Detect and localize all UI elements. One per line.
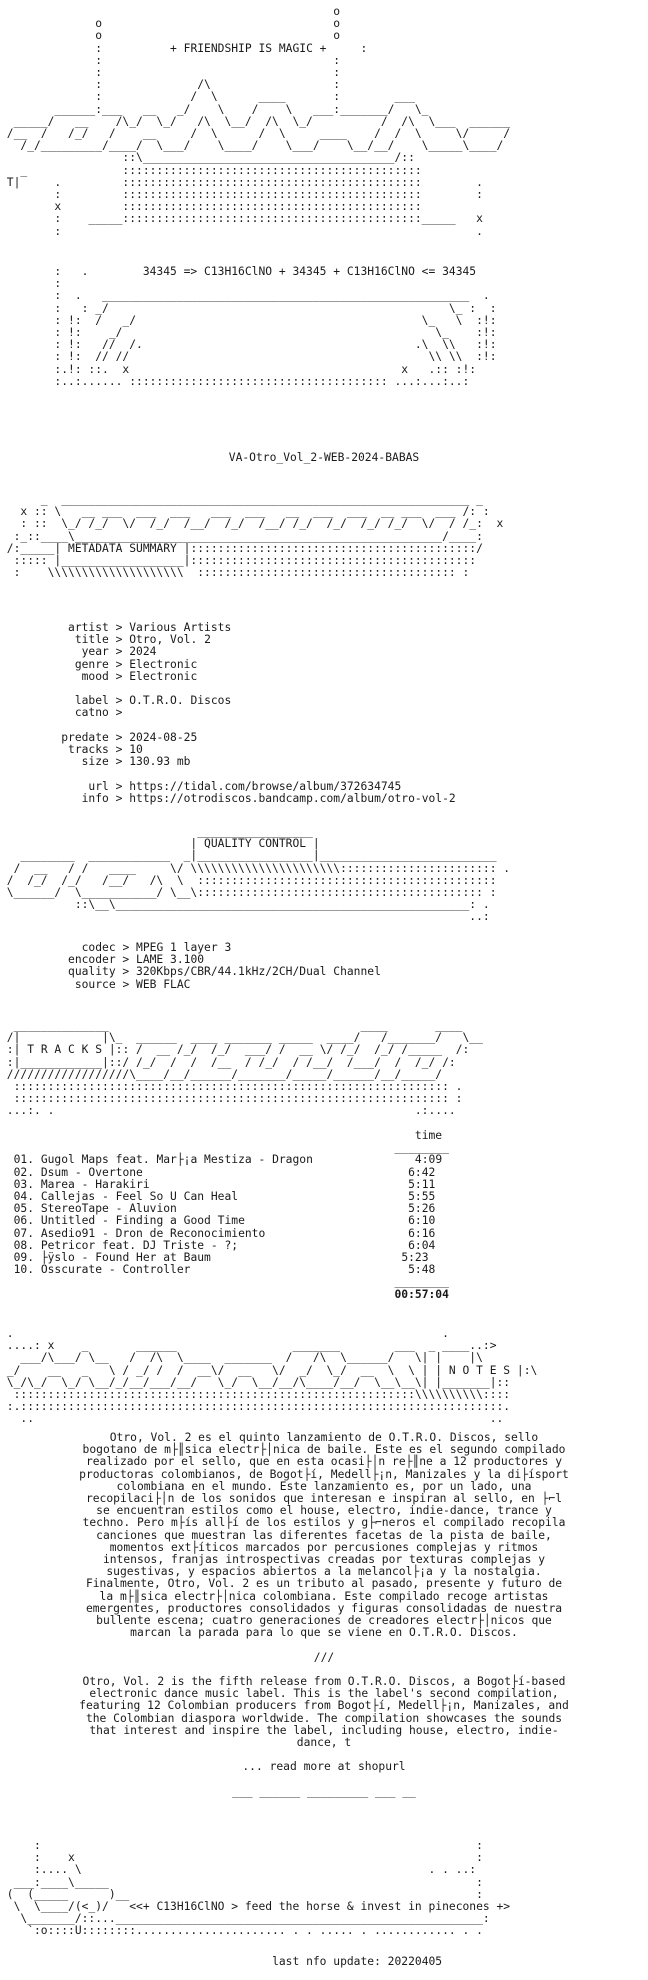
formula-text: 34345 => C13H16ClNO + 34345 + C13H16ClNO <= 34345 bbox=[142, 265, 477, 278]
track-time: 5:55 bbox=[408, 1190, 436, 1204]
quality-banner-art: _________________ | QUALITY CONTROL | ________ ____________ _|_________________|__________________________ / __ / / ____ \/ \\\\\\\\\\\\\\\\\\\\\\::::::::::::::::::::::: . / /_/ /_/ /__/ /\ \ :::::::::::::::::::::::::::::::::::::::::::: \______/ \___________/ \__\:::::::::::::::::::::::::::::::::::::::::: : ::\__\____________________________________________________: . ..: bbox=[6, 825, 511, 924]
meta-value: https://otrodiscos.bandcamp.com/album/otro-vol-2 bbox=[129, 791, 456, 805]
track-time: 4:09 bbox=[414, 1153, 443, 1167]
track-num: 07. bbox=[13, 1226, 35, 1240]
track-title: Untitled - Finding a Good Time bbox=[40, 1214, 245, 1228]
track-num: 09. bbox=[13, 1251, 35, 1265]
meta-key: year bbox=[81, 645, 109, 659]
track-title: Gugol Maps feat. Mar├¡a Mestiza - Dragon bbox=[40, 1153, 313, 1167]
track-num: 06. bbox=[13, 1214, 35, 1228]
meta-value: 2024-08-25 bbox=[129, 730, 198, 744]
track-time: 5:26 bbox=[408, 1202, 436, 1216]
quality-value: 320Kbps/CBR/44.1kHz/2CH/Dual Channel bbox=[136, 965, 381, 979]
footer-art bbox=[0, 1840, 648, 1938]
quality-section bbox=[0, 942, 648, 991]
track-num: 03. bbox=[13, 1177, 35, 1191]
track-time: 5:23 bbox=[401, 1251, 429, 1265]
metadata-banner bbox=[0, 494, 648, 579]
track-num: 10. bbox=[13, 1263, 35, 1277]
meta-key: mood bbox=[81, 669, 109, 683]
release-name: VA-Otro_Vol_2-WEB-2024-BABAS bbox=[228, 451, 420, 464]
track-num: 01. bbox=[13, 1153, 35, 1167]
meta-value: 2024 bbox=[129, 645, 157, 659]
meta-value: https://tidal.com/browse/album/372634745 bbox=[129, 779, 402, 793]
track-title: Petricor feat. DJ Triste - ?; bbox=[40, 1238, 239, 1252]
track-num: 08. bbox=[13, 1238, 35, 1252]
meta-key: catno bbox=[74, 706, 109, 720]
metadata-section bbox=[0, 622, 648, 805]
track-title: ├ÿslo - Found Her at Baum bbox=[40, 1251, 211, 1265]
quality-key: quality bbox=[68, 965, 116, 979]
tracks-title: T R A C K S bbox=[27, 1043, 103, 1057]
tracklist-section bbox=[0, 1130, 648, 1301]
meta-key: title bbox=[74, 633, 109, 647]
track-title: Asedio91 - Dron de Reconocimiento bbox=[40, 1226, 266, 1240]
track-time: 6:16 bbox=[408, 1226, 436, 1240]
meta-value: O.T.R.O. Discos bbox=[129, 694, 232, 708]
meta-value: Otro, Vol. 2 bbox=[129, 633, 211, 647]
track-title: Callejas - Feel So U Can Heal bbox=[40, 1190, 239, 1204]
total-time: 00:57:04 bbox=[394, 1287, 449, 1301]
meta-key: size bbox=[81, 755, 109, 769]
quality-key: encoder bbox=[68, 953, 116, 967]
tracks-banner bbox=[0, 1020, 648, 1118]
notes-divider: /// bbox=[313, 1650, 335, 1664]
track-title: Dsum - Overtone bbox=[40, 1165, 143, 1179]
track-time: 6:04 bbox=[408, 1238, 436, 1252]
last-update: last nfo update: 20220405 bbox=[272, 1955, 443, 1968]
notes-banner bbox=[0, 1328, 648, 1426]
quality-key: source bbox=[74, 977, 116, 991]
track-num: 05. bbox=[13, 1202, 35, 1216]
footer-update-row bbox=[0, 1956, 648, 1968]
footer-art-pre: : : : x : :.... \ . . ..: ___:____\_____ : ( (_____ )__ : \ \____/(<_)/ <<+ C13H16ClNO > feed the horse & invest in pinecones +> \_______/::...______________________________________________________: `:o::::U::::::::...................... . . ..... . ............ . . bbox=[6, 1839, 511, 1938]
release-name-row bbox=[0, 452, 648, 464]
meta-value: Various Artists bbox=[129, 621, 232, 634]
track-time: 6:10 bbox=[408, 1214, 436, 1228]
track-time: 5:48 bbox=[408, 1263, 436, 1277]
meta-value: Electronic bbox=[129, 669, 198, 683]
notes-spanish: Otro, Vol. 2 es el quinto lanzamiento de O.T.R.O. Discos, sello bogotano de m├║sica electr├│nica de baile. Este es el segundo compilado realizado por el sello, que en esta ocasi├│n re├║ne a 12 productores y productoras colombianos, de Bogot├í, Medell├¡n, Manizales y la di├ísport colombiana en el mundo. Este lanzamiento es, por un lado, una recopilaci├│n de los sonidos que interesan e inspiran al sello, en ├⌐l se encuentran estilos como el house, electro, indie-dance, trance y techno. Pero m├ís all├í de los estilos y g├⌐neros el compilado recopila canciones que muestran las diferentes facetas de la pista de baile, momentos ext├íticos marcados por percusiones complejas y ritmos intensos, franjas introspectivas creadas por texturas complejas y sugestivas, y espacios abiertos a la melancol├¡a y la nostalgia. Finalmente, Otro, Vol. 2 es un tributo al pasado, presente y futuro de la m├║sica electr├│nica colombiana. Este compilado recoge artistas emergentes, productores consolidados y figuras consolidadas de nuestra bullente escena; cuatro generaciones de creadores electr├│nicos que marcan la parada para lo que se viene en O.T.R.O. Discos. /// Otro, Vol. 2 is the fifth release from O.T.R.O. Discos, a Bogot├í-based electronic dance music label. This is the label's second compilation, featuring 12 Colombian producers from Bogot├í, Medell├¡n, Manizales, and the Colombian diaspora worldwide. The compilation showcases the sounds that interest and inspire the label, including house, electro, indie- dance, t ... read more at shopurl ___ ______ _________ ___ __ bbox=[79, 1431, 569, 1798]
footer-tagline: <<+ C13H16ClNO > feed the horse & invest in pinecones +> bbox=[129, 1900, 511, 1914]
track-time: 5:11 bbox=[408, 1177, 436, 1191]
notes-banner-art: . . ....: x _ ______ _______ ___ _ ____..:> ___/\___/ \__ / /\ \____ _______ / /\ \______/ \| | |\ _/ __ _ \ / _/ / / __\/ __ \/ _/ \_/ __ \ \ | | N O T E S |:\ \_/\_/ \_/ \__/_/__/___/__/ \_/ \__/__/\____/__/ \__\__\| |_______|:: :::::::::::::::::::::::::::::::::::::::::::::::::::::::::::\\\\\\\\\\:::: :.:::::::::::::::::::::::::::::::::::::::::::::::::::::::::::::::::::::::. .. .. bbox=[6, 1327, 538, 1426]
formula-art: : . 34345 => C13H16ClNO + 34345 + C13H16ClNO <= 34345 : : . ______________________________________________________ . : : _/ \_ : : : !: / _/ \_ \ :!: : !: _/ \_ :!: : !: // /. .\ \\ :!: : !: // // \\ \\ :!: :.!: ::. x x .:: :!: :..:...... :::::::::::::::::::::::::::::::::::::: ...:...:..: bbox=[0, 265, 497, 388]
quality-list: codec > MPEG 1 layer 3 encoder > LAME 3.100 quality > 320Kbps/CBR/44.1kHz/2CH/Dual Channel source > WEB FLAC bbox=[68, 941, 381, 991]
meta-key: info bbox=[81, 791, 109, 805]
time-header: time bbox=[414, 1129, 443, 1142]
quality-value: MPEG 1 layer 3 bbox=[136, 941, 232, 954]
metadata-list: artist > Various Artists title > Otro, Vol. 2 year > 2024 genre > Electronic mood > Electronic label > O.T.R.O. Discos catno > predate > 2024-08-25 tracks > 10 size > 130.93 mb url > https://tidal.com/browse/album/372634745 info > https://otrodiscos.bandcamp.com/album/otro-vol-2 bbox=[61, 621, 456, 805]
notes-section bbox=[0, 1432, 648, 1798]
quality-banner bbox=[0, 826, 648, 924]
track-title: Marea - Harakiri bbox=[40, 1177, 150, 1191]
track-num: 04. bbox=[13, 1190, 35, 1204]
meta-key: label bbox=[74, 694, 109, 708]
meta-value: 10 bbox=[129, 743, 143, 757]
quality-key: codec bbox=[81, 941, 116, 954]
meta-value: Electronic bbox=[129, 657, 198, 671]
formula-row bbox=[0, 266, 648, 388]
meta-key: genre bbox=[74, 657, 109, 671]
notes-title: N O T E S bbox=[448, 1363, 511, 1377]
meta-value: 130.93 mb bbox=[129, 755, 191, 769]
track-title: StereoTape - Aluvion bbox=[40, 1202, 177, 1216]
quality-title: QUALITY CONTROL bbox=[204, 837, 307, 851]
track-time: 6:42 bbox=[408, 1165, 436, 1179]
header-art-top: o o o o o : + FRIENDSHIP IS MAGIC + : : : : : : /\ : : / \ ____ : ___ ______:___ __ _/ \ / \ ___:_______/ \_ _____/ __ /\_/ \_/ /\ \__/ /\ \_/ / /\ \___ ______ /__ / /_/ / __ / \ / \ ____ / / \ \/ / /_/_________/____/ \___/ \____/ \___/ \__/__/ \_____\____/ ::\_____________________________________/:: _ :::::::::::::::::::::::::::::::::::::::::::: T| . :::::::::::::::::::::::::::::::::::::::::::: . : :::::::::::::::::::::::::::::::::::::::::::: : x :::::::::::::::::::::::::::::::::::::::::::: : _____::::::::::::::::::::::::::::::::::::::::::::_____ x : . bbox=[6, 5, 511, 238]
meta-key: predate bbox=[61, 730, 109, 744]
tracklist: time ________ 01. Gugol Maps feat. Mar├¡a Mestiza - Dragon 4:09 02. Dsum - Overtone 6:42 03. Marea - Harakiri 5:11 04. Callejas - Feel So U Can Heal 5:55 05. StereoTape - Aluvion 5:26 06. Untitled - Finding a Good Time 6:10 07. Asedio91 - Dron de Reconocimiento 6:16 08. Petricor feat. DJ Triste - ?; 6:04 09. ├ÿslo - Found Her at Baum 5:23 10. Osscurate - Controller 5:48 ________ 00:57:04 bbox=[13, 1129, 449, 1301]
meta-key: url bbox=[88, 779, 109, 793]
motto: + FRIENDSHIP IS MAGIC + bbox=[170, 41, 327, 55]
tracks-banner-art: ______________ ____ ____ /| |\_ ______ ____ _______ _____ ____/ /_______/ \__ :| T R A C K S |:: / __ /_/ /_/ ___/ / __ \/ /_/ /_/ /_____ /: :|____________|::/ /_/ / / /__ / /_/ / /__/ /___/ / /_/ /: //////////////////\____/__/______/_______/_____/______/__/_____/ :::::::::::::::::::::::::::::::::::::::::::::::::::::::::::::::: . :::::::::::::::::::::::::::::::::::::::::::::::::::::::::::::::: : ...:. . .:.... bbox=[6, 1019, 483, 1118]
track-num: 02. bbox=[13, 1165, 35, 1179]
quality-value: WEB FLAC bbox=[136, 977, 191, 991]
read-more-link[interactable]: ... read more at shopurl bbox=[242, 1760, 406, 1774]
metadata-title: METADATA SUMMARY bbox=[68, 541, 177, 555]
meta-key: tracks bbox=[68, 743, 109, 757]
quality-value: LAME 3.100 bbox=[136, 953, 205, 967]
track-title: Osscurate - Controller bbox=[40, 1263, 191, 1277]
meta-key: artist bbox=[68, 621, 109, 634]
metadata-banner-art: _ ____________________________________________________________ _ x :: \ __ ___ ___ ___ ___ ___ __ ___ ___ __ ___ ___ /: : : :: \_/ /_/ \/ /_/ /__/ /_/ /__/ /_/ /_/ /_/ /_/ \/ / /_: x :_::____\______________________________________________________/____: /:_____| METADATA SUMMARY |::::::::::::::::::::::::::::::::::::::::::/ ::::: |__________________|:::::::::::::::::::::::::::::::::::::::::: : \\\\\\\\\\\\\\\\\\\\ :::::::::::::::::::::::::::::::::::::: : bbox=[6, 493, 504, 580]
header-art bbox=[0, 6, 648, 238]
